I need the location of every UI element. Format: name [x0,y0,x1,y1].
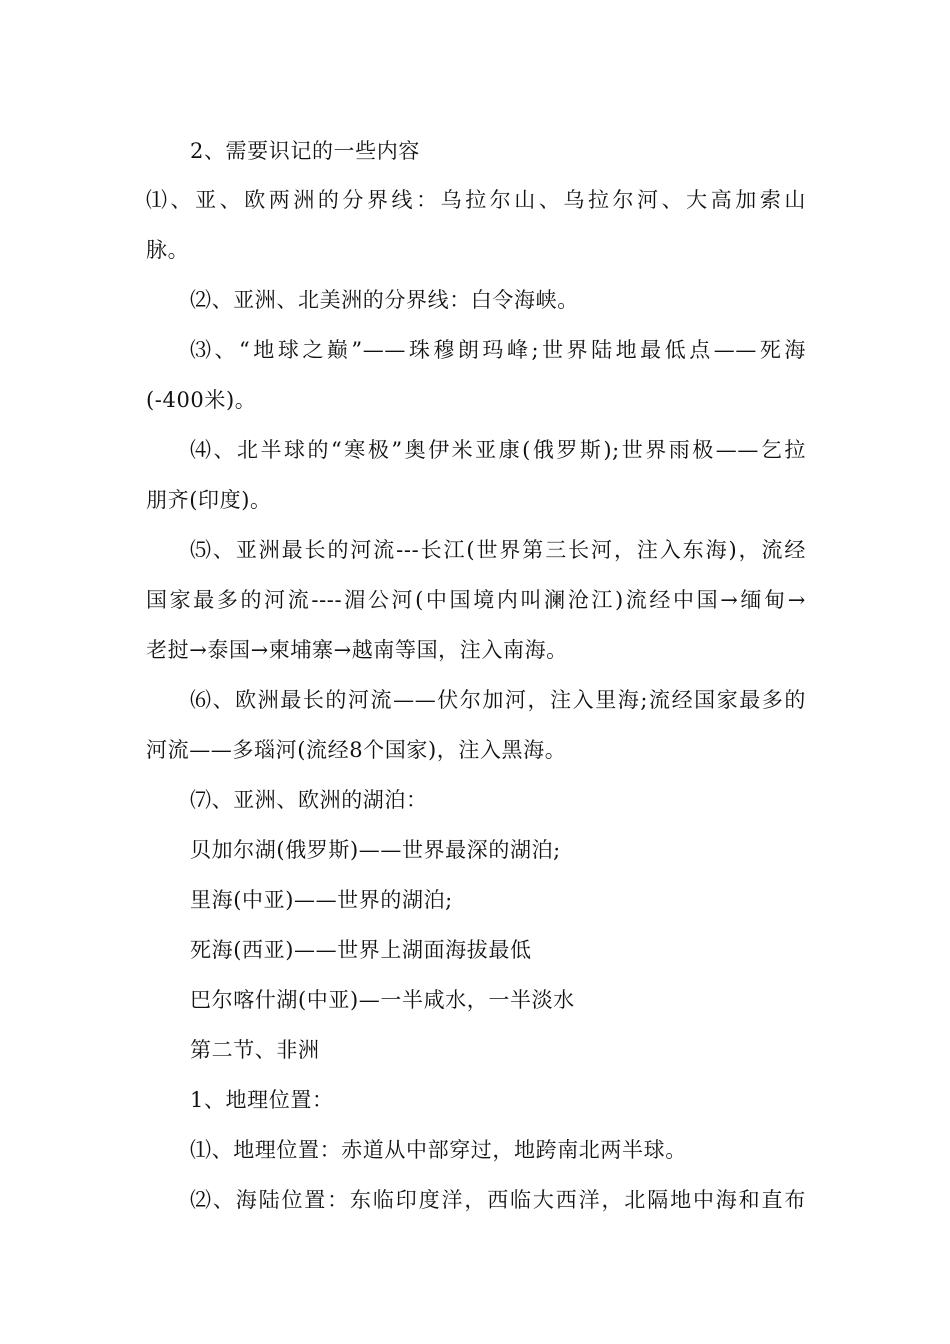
paragraph-5-line-1: ⑸、亚洲最长的河流---长江(世界第三长河，注入东海)，流经 [190,538,806,562]
lake-balkhash: 巴尔喀什湖(中亚)—一半咸水，一半淡水 [190,988,575,1012]
lake-baikal: 贝加尔湖(俄罗斯)——世界最深的湖泊; [190,838,561,862]
heading-content-to-memorize: 2、需要识记的一些内容 [190,139,420,163]
paragraph-6-line-2: 河流——多瑙河(流经8个国家)，注入黑海。 [146,738,567,762]
paragraph-5-line-3: 老挝→泰国→柬埔寨→越南等国，注入南海。 [146,638,568,662]
lake-caspian: 里海(中亚)——世界的湖泊; [190,888,453,912]
section-title-africa: 第二节、非洲 [190,1038,320,1062]
africa-paragraph-2: ⑵、海陆位置：东临印度洋，西临大西洋，北隔地中海和直布 [190,1188,806,1212]
paragraph-7-title: ⑺、亚洲、欧洲的湖泊： [190,788,428,812]
paragraph-4-line-2: 朋齐(印度)。 [146,488,272,512]
paragraph-5-line-2: 国家最多的河流----湄公河(中国境内叫澜沧江)流经中国→缅甸→ [146,588,806,612]
paragraph-2: ⑵、亚洲、北美洲的分界线：白令海峡。 [190,288,579,312]
paragraph-3-line-1: ⑶、“地球之巅”——珠穆朗玛峰;世界陆地最低点——死海 [190,338,806,362]
paragraph-1-line-1: ⑴、亚、欧两洲的分界线：乌拉尔山、乌拉尔河、大高加索山 [146,188,806,212]
africa-paragraph-1: ⑴、地理位置：赤道从中部穿过，地跨南北两半球。 [190,1138,687,1162]
paragraph-3-line-2: (-400米)。 [146,388,257,412]
paragraph-1-line-2: 脉。 [146,238,190,262]
heading-geographic-location: 1、地理位置： [190,1088,334,1112]
paragraph-6-line-1: ⑹、欧洲最长的河流——伏尔加河，注入里海;流经国家最多的 [190,688,806,712]
lake-dead-sea: 死海(西亚)——世界上湖面海拔最低 [190,938,532,962]
paragraph-4-line-1: ⑷、北半球的“寒极”奥伊米亚康(俄罗斯);世界雨极——乞拉 [190,438,806,462]
